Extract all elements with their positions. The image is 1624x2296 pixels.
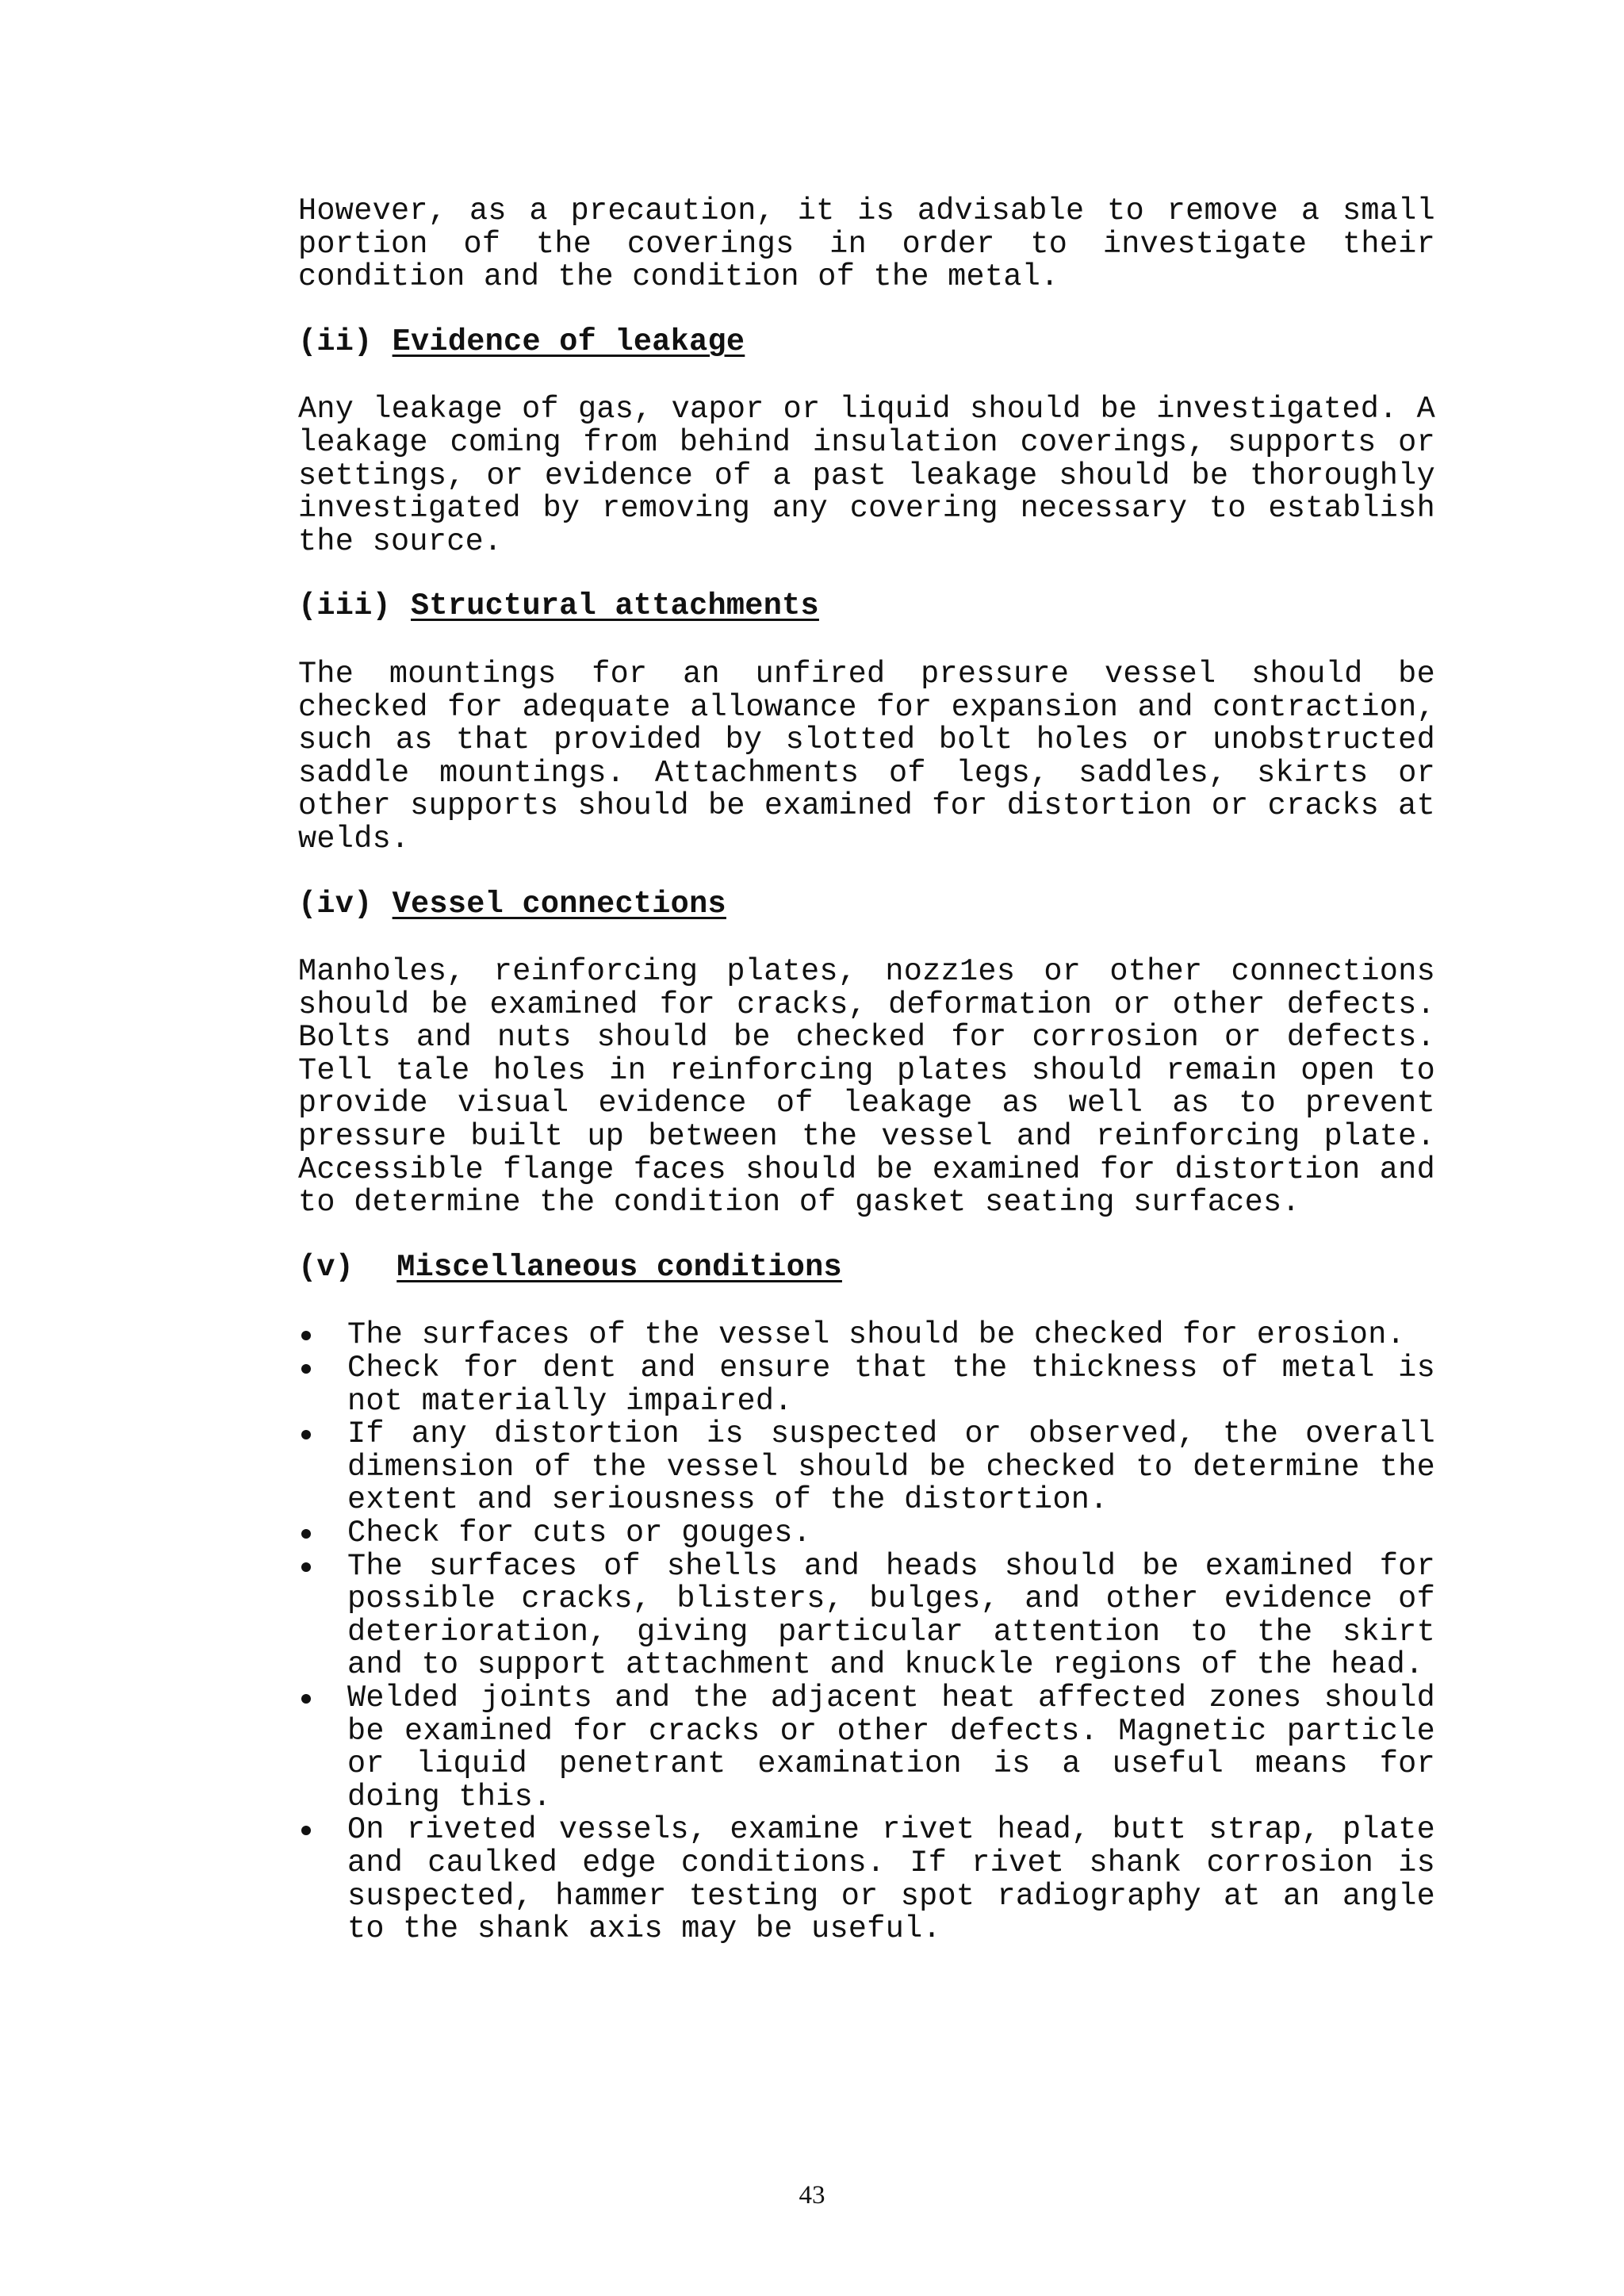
page-number: 43 [799,2181,825,2210]
section-title: Miscellaneous conditions [396,1249,842,1285]
section-number: (iii) [298,588,392,624]
section-body-vessel-connections: Manholes, reinforcing plates, nozz1es or other connections should be examined for cracks, deformation or other defects. Bolts and nuts should be checked for corrosion or defects. Tell tale holes in reinforcing plates should remain open to provide visual evidence of leakage as well as to prevent pressure built up between the vessel and reinforcing plate. Accessible flange faces should be examined for distortion and to determine the condition of gasket seating surfaces. [298,954,1435,1221]
section-title: Evidence of leakage [392,324,745,359]
list-item [298,1352,1435,1418]
list-item [298,1319,1435,1352]
list-item [298,1517,1435,1550]
bullet-icon [301,1694,311,1704]
list-item-text: On riveted vessels, examine rivet head, butt strap, plate and caulked edge conditions. If rivet shank corrosion is suspected, hammer testing or spot radiography at an angle to the shank axis may be useful. [347,1812,1435,1947]
list-item-text: Check for dent and ensure that the thickness of metal is not materially impaired. [347,1351,1435,1419]
section-title: Structural attachments [411,588,819,624]
section-heading-miscellaneous-conditions [298,1251,1435,1285]
section-number: (iv) [298,886,373,922]
bullet-icon [301,1430,311,1439]
list-item-text: The surfaces of shells and heads should be examined for possible cracks, blisters, bulges, and other evidence of deterioration, giving particular attention to the skirt and to support attachment and knuckle regions of the head. [347,1548,1435,1683]
bullet-icon [301,1562,311,1572]
list-item-text: If any distortion is suspected or observed, the overall dimension of the vessel should be checked to determine the extent and seriousness of the distortion. [347,1416,1435,1518]
section-heading-evidence-of-leakage [298,326,1435,359]
list-item [298,1550,1435,1682]
bullet-icon [301,1364,311,1374]
document-page [298,195,1435,1946]
bullet-icon [301,1331,311,1340]
list-item-text: Check for cuts or gouges. [347,1516,812,1550]
section-heading-structural-attachments [298,590,1435,623]
section-heading-vessel-connections [298,888,1435,922]
section-body-evidence-of-leakage: Any leakage of gas, vapor or liquid should be investigated. A leakage coming from behind insulation coverings, supports or settings, or evidence of a past leakage should be thoroughly investigated by removing any covering necessary to establish the source. [298,392,1435,559]
intro-paragraph: However, as a precaution, it is advisable to remove a small portion of the coverings in order to investigate their condition and the condition of the metal. [298,194,1435,295]
list-item-text: Welded joints and the adjacent heat affected zones should be examined for cracks or other defects. Magnetic particle or liquid penetrant examination is a useful means for doing this. [347,1680,1435,1815]
miscellaneous-conditions-list [298,1319,1435,1945]
list-item [298,1814,1435,1945]
section-number: (ii) [298,324,373,359]
section-number: (v) [298,1249,354,1285]
list-item [298,1418,1435,1517]
list-item [298,1682,1435,1814]
list-item-text: The surfaces of the vessel should be checked for erosion. [347,1317,1406,1353]
bullet-icon [301,1826,311,1835]
section-body-structural-attachments: The mountings for an unfired pressure vessel should be checked for adequate allowance for expansion and contraction, such as that provided by slotted bolt holes or unobstructed saddle mountings. Attachments of legs, saddles, skirts or other supports should be examined for distortion or cracks at welds. [298,656,1435,857]
section-title: Vessel connections [392,886,726,922]
bullet-icon [301,1529,311,1539]
